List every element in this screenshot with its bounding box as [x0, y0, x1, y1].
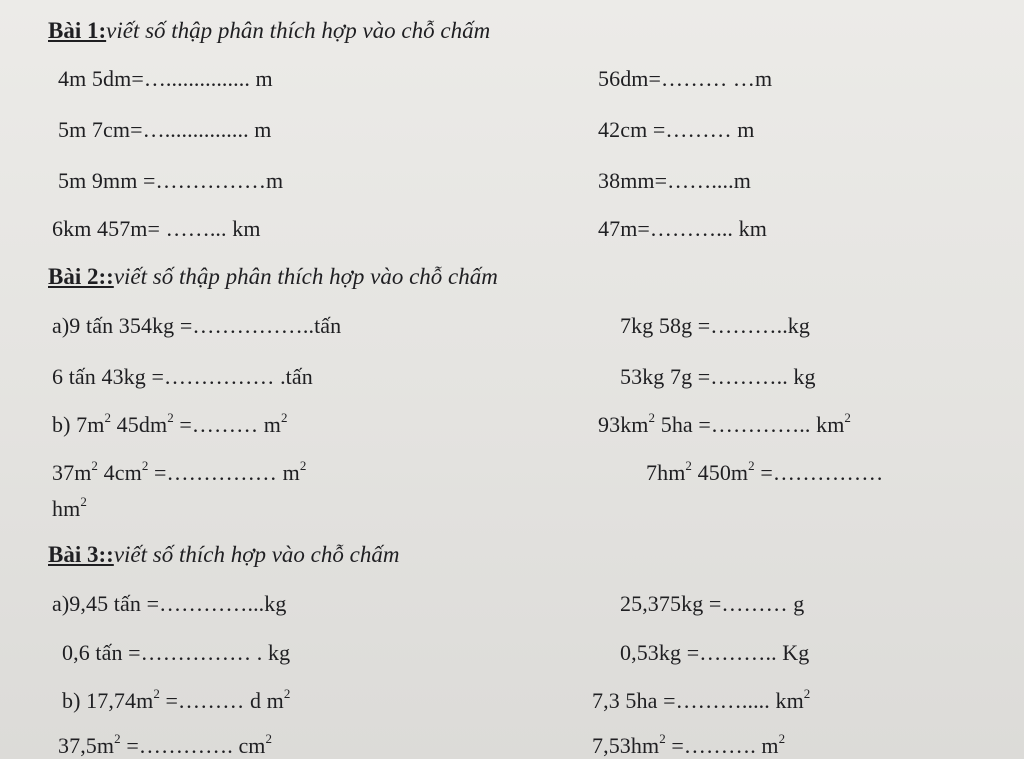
bai1-row2-right: 42cm =……… m: [598, 117, 755, 142]
bai1-row1-left: 4m 5dm=…............... m: [58, 66, 273, 91]
bai1-heading: [48, 18, 490, 44]
bai1-heading-text: viết số thập phân thích hợp vào chỗ chấm: [106, 18, 491, 43]
bai3-row1-left: a)9,45 tấn =…………...kg: [52, 591, 287, 616]
bai1-row3-right: 38mm=……....m: [598, 168, 751, 193]
bai2-heading-text: viết số thập phân thích hợp vào chỗ chấm: [113, 264, 498, 289]
bai2-row4-left: $37m^2$ $4cm^2$ =…………… $m^2$: [52, 458, 307, 485]
bai3-row3-right: 7,3 5ha =………..... $km^2$: [592, 686, 811, 713]
bai3-row1-right: 25,375kg =……… g: [620, 591, 805, 616]
bai3-row3-left: b) $17,74m^2$ =……… d $m^2$: [62, 686, 291, 713]
bai3-row4-right: $7,53hm^2$ =………. $m^2$: [592, 731, 786, 758]
bai2-heading: [48, 264, 498, 290]
bai3-heading: [48, 542, 399, 568]
bai2-row3-right: $93km^2$ 5ha =………….. $km^2$: [598, 410, 852, 437]
bai1-row4-left: 6km 457m= ……... km: [52, 216, 261, 241]
bai2-row2-right: 53kg 7g =……….. kg: [620, 364, 816, 389]
bai1-row2-left: 5m 7cm=…............... m: [58, 117, 272, 142]
bai1-row1-right: 56dm=……… …m: [598, 66, 773, 91]
bai1-row4-right: 47m=………... km: [598, 216, 767, 241]
bai1-row3-left: 5m 9mm =……………m: [58, 168, 284, 193]
bai2-row3-left: b) $7m^2$ $45dm^2$ =……… $m^2$: [52, 410, 288, 437]
bai2-heading-number: Bài 2::: [48, 264, 114, 289]
bai3-row4-left: $37,5m^2$ =…………. $cm^2$: [58, 731, 273, 758]
bai3-heading-number: Bài 3::: [48, 542, 114, 567]
bai2-row1-left: a)9 tấn 354kg =……………..tấn: [52, 313, 342, 338]
bai2-row1-right: 7kg 58g =………..kg: [620, 313, 811, 338]
bai3-heading-text: viết số thích hợp vào chỗ chấm: [113, 542, 400, 567]
bai3-row2-left: 0,6 tấn =…………… . kg: [62, 640, 291, 665]
bai1-heading-number: Bài 1:: [48, 18, 107, 43]
bai2-row4-right: $7hm^2$ $450m^2$ =……………: [646, 458, 884, 485]
bai2-row4-unit: $hm^2$: [52, 494, 87, 521]
bai2-row2-left: 6 tấn 43kg =…………… .tấn: [52, 364, 313, 389]
bai3-row2-right: 0,53kg =……….. Kg: [620, 640, 810, 665]
